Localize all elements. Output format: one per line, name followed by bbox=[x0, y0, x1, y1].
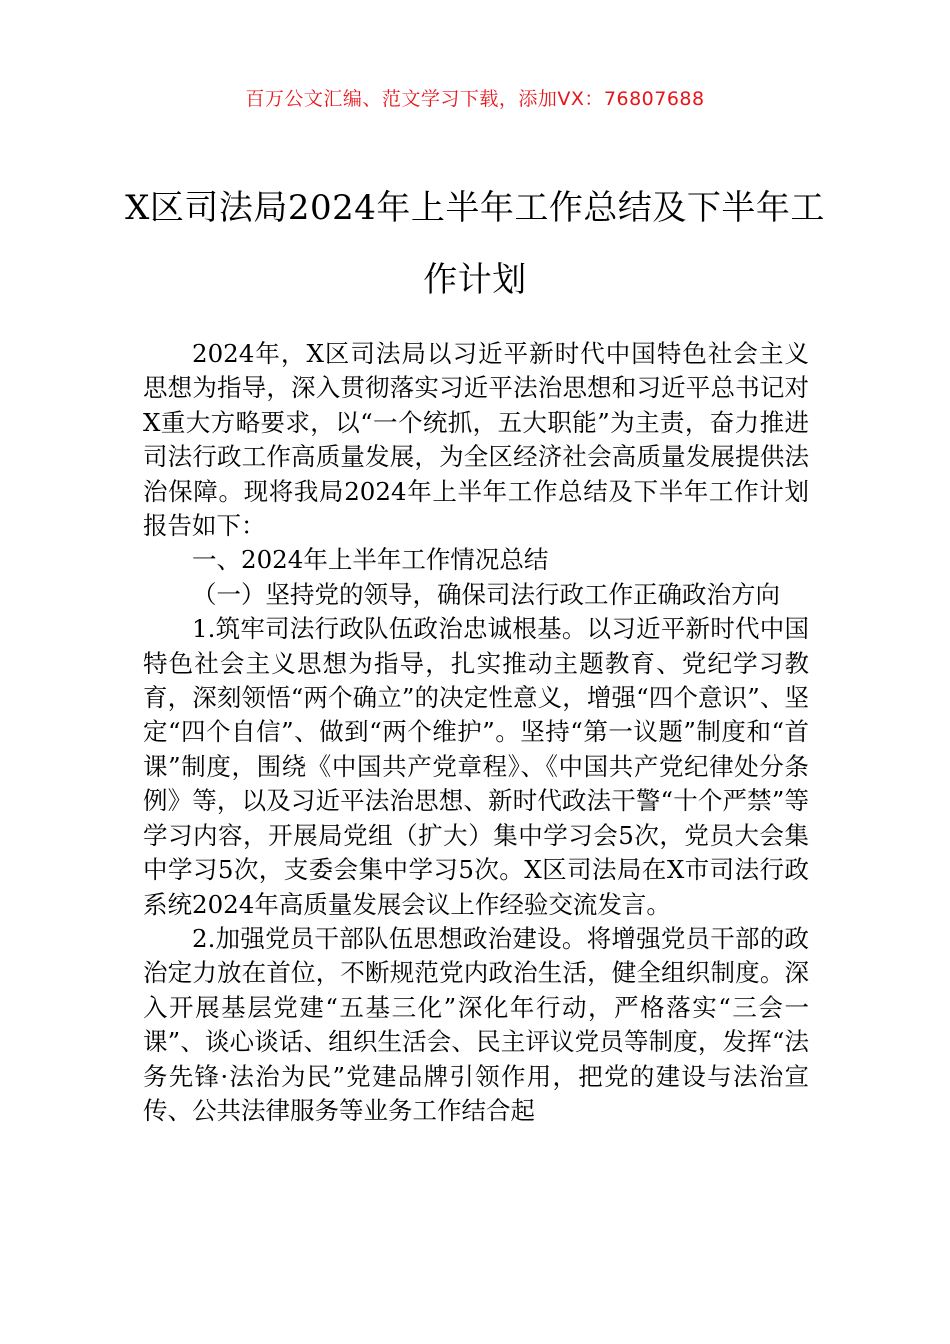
subsection-heading-1: （一）坚持党的领导，确保司法行政工作正确政治方向 bbox=[192, 579, 780, 609]
item-paragraph-2: 2.加强党员干部队伍思想政治建设。将增强党员干部的政治定力放在首位，不断规范党内政治生活，健全组织制度。深入开展基层党建“五基三化”深化年行动，严格落实“三会一课”、谈心谈话、组织生活会、民主评议党员等制度，发挥“法务先锋·法治为民”党建品牌引领作用，把党的建设与法治宣传、公共法律服务等业务工作结合起 bbox=[143, 923, 809, 1125]
section-heading-1: 一、2024年上半年工作情况总结 bbox=[192, 545, 549, 575]
document-body bbox=[143, 337, 809, 1128]
document-title: X区司法局2024年上半年工作总结及下半年工作计划 bbox=[125, 188, 825, 300]
intro-paragraph: 2024年，X区司法局以习近平新时代中国特色社会主义思想为指导，深入贯彻落实习近平法治思想和习近平总书记对X重大方略要求，以“一个统抓，五大职能”为主责，奋力推进司法行政工作高质量发展，为全区经济社会高质量发展提供法治保障。现将我局2024年上半年工作总结及下半年工作计划报告如下： bbox=[143, 339, 809, 541]
header-download-note: 百万公文汇编、范文学习下载，添加VX：76807688 bbox=[245, 88, 705, 110]
item-paragraph-1: 1.筑牢司法行政队伍政治忠诚根基。以习近平新时代中国特色社会主义思想为指导，扎实推动主题教育、党纪学习教育，深刻领悟“两个确立”的决定性意义，增强“四个意识”、坚定“四个自信”、做到“两个维护”。坚持“第一议题”制度和“首课”制度，围绕《中国共产党章程》、《中国共产党纪律处分条例》等，以及习近平法治思想、新时代政法干警“十个严禁”等学习内容，开展局党组（扩大）集中学习会5次，党员大会集中学习5次，支委会集中学习5次。X区司法局在X市司法行政系统2024年高质量发展会议上作经验交流发言。 bbox=[143, 614, 809, 919]
